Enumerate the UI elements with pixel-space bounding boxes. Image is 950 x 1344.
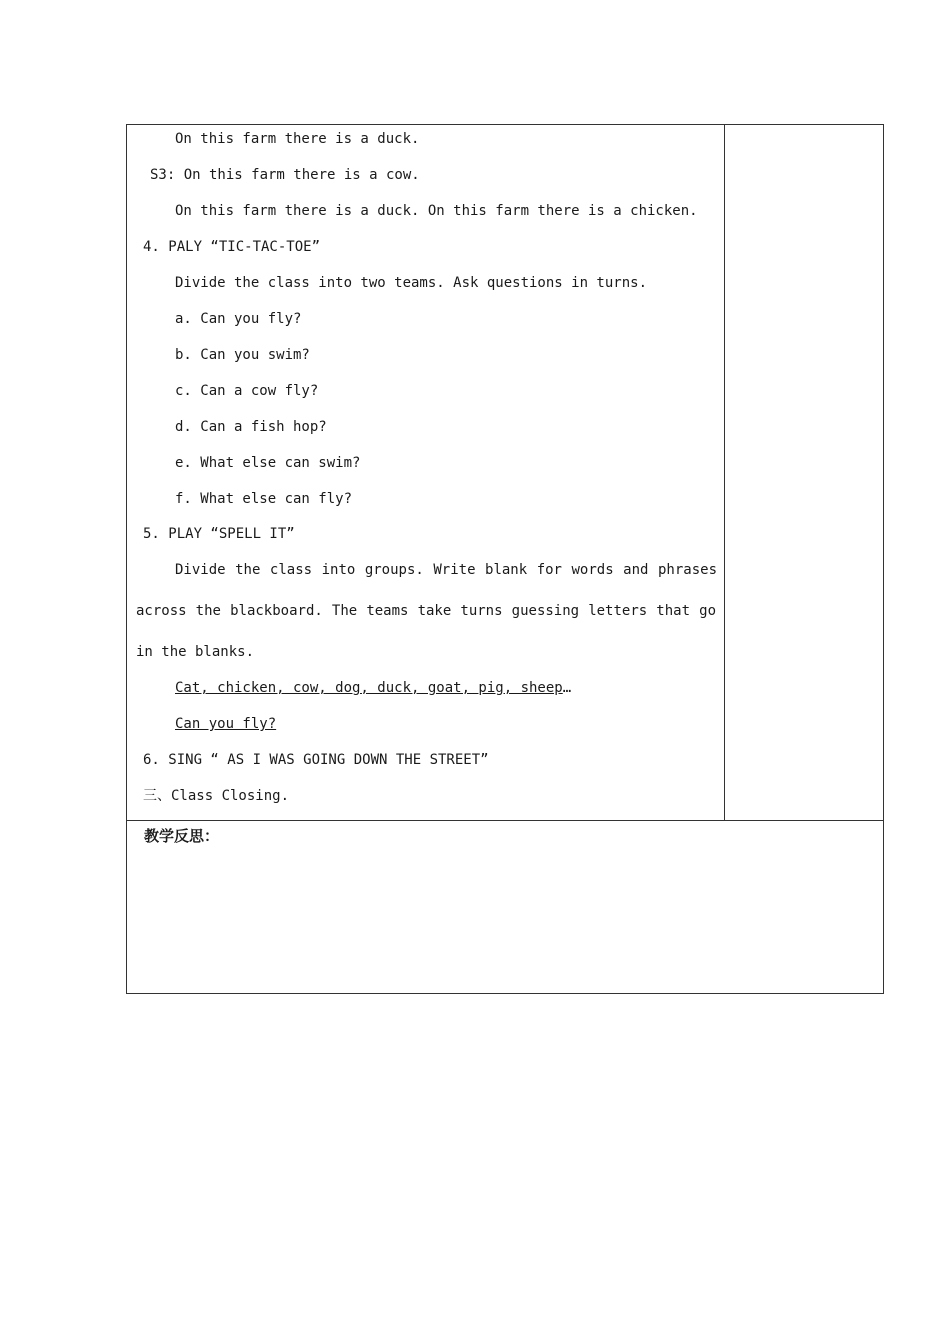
section-heading: 三、Class Closing.	[143, 788, 290, 804]
word-list-underlined: Cat, chicken, cow, dog, duck, goat, pig, sheep	[175, 680, 563, 696]
phrase-example: Can you fly?	[175, 716, 277, 732]
word-list-ellipsis: …	[562, 680, 572, 696]
paragraph-line: in the blanks.	[136, 644, 255, 660]
reflection-title: 教学反思：	[144, 827, 220, 845]
question-item: f. What else can fly?	[175, 491, 353, 507]
question-item: d. Can a fish hop?	[175, 419, 327, 435]
text-line: S3: On this farm there is a cow.	[150, 167, 420, 183]
paragraph-line: Divide the class into groups. Write blank for words and phrases	[175, 562, 717, 578]
activity-heading: 6. SING “ AS I WAS GOING DOWN THE STREET”	[143, 752, 489, 768]
notes-cell	[725, 125, 883, 820]
text-line: On this farm there is a duck.	[175, 131, 420, 147]
word-list	[175, 679, 571, 697]
text-line: On this farm there is a duck. On this farm there is a chicken.	[175, 203, 698, 219]
question-item: b. Can you swim?	[175, 347, 310, 363]
procedure-cell	[127, 125, 725, 820]
paragraph-line: across the blackboard. The teams take turns guessing letters that go	[136, 603, 716, 619]
lesson-plan-table	[126, 124, 884, 994]
activity-heading: 4. PALY “TIC-TAC-TOE”	[143, 239, 321, 255]
text-line: Divide the class into two teams. Ask questions in turns.	[175, 275, 648, 291]
question-item: e. What else can swim?	[175, 455, 361, 471]
question-item: c. Can a cow fly?	[175, 383, 319, 399]
reflection-cell	[127, 820, 883, 993]
question-item: a. Can you fly?	[175, 311, 302, 327]
activity-heading: 5. PLAY “SPELL IT”	[143, 526, 295, 542]
